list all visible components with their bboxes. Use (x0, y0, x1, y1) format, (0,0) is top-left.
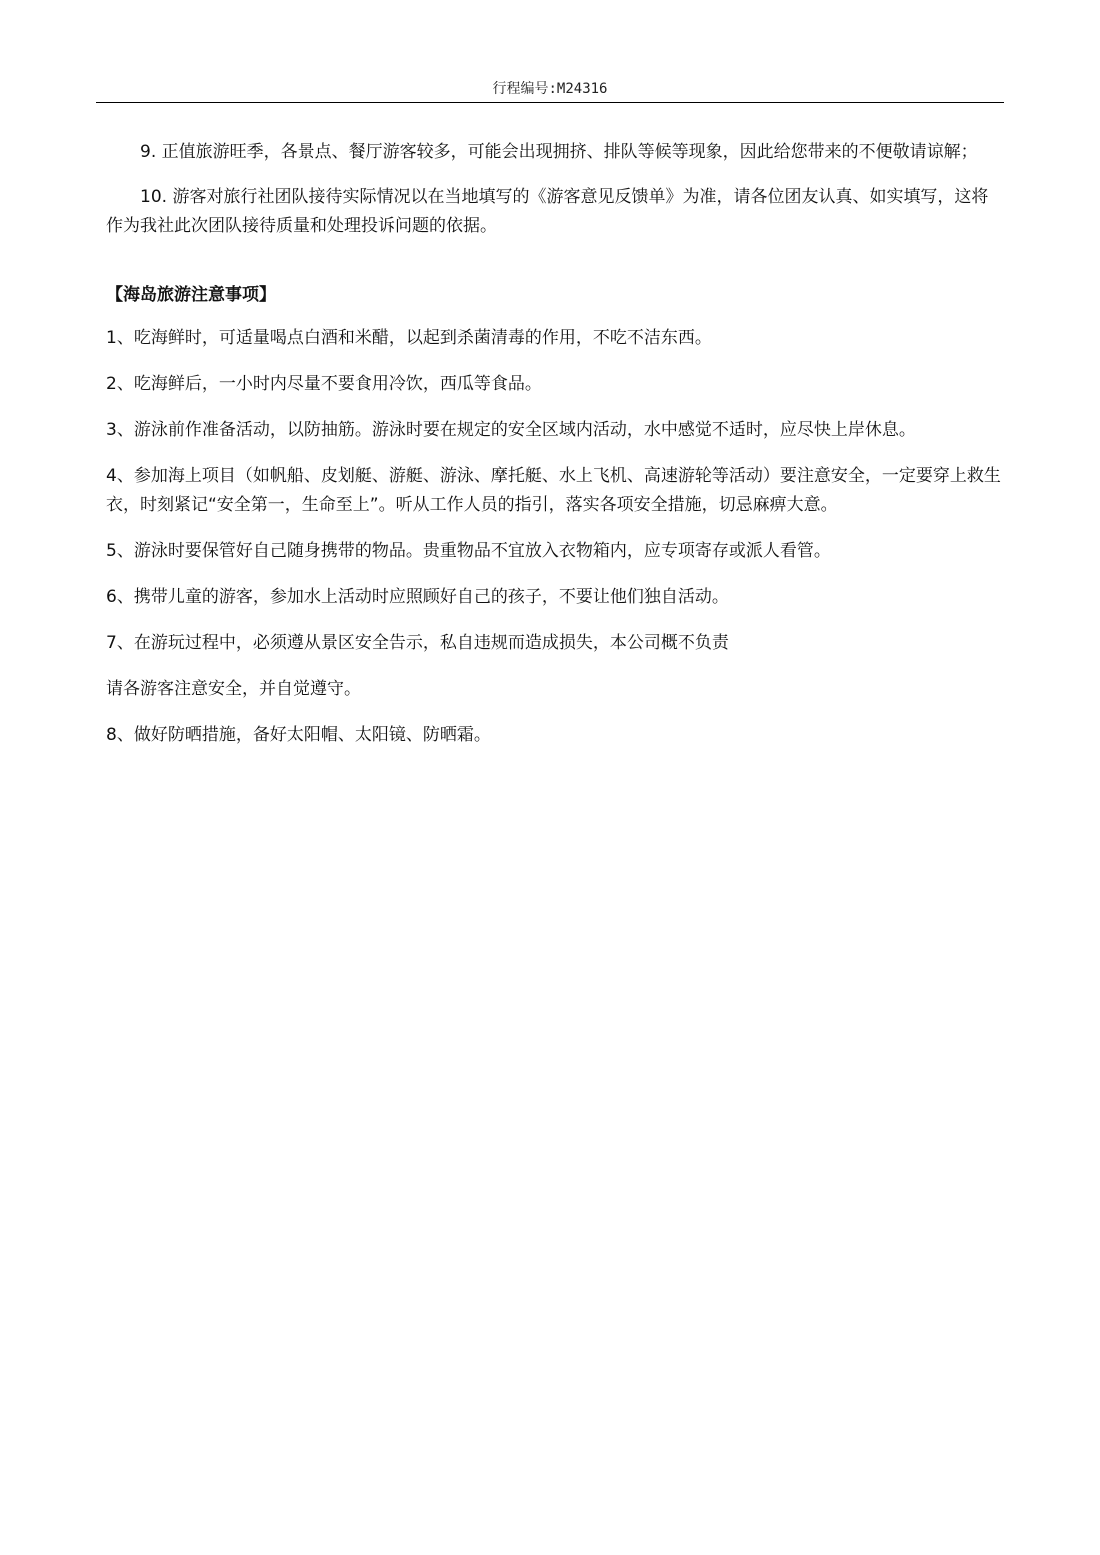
intro-paragraph-10: 10. 游客对旅行社团队接待实际情况以在当地填写的《游客意见反馈单》为准，请各位团友认真、如实填写，这将作为我社此次团队接待质量和处理投诉问题的依据。 (106, 187, 989, 236)
note-item-5: 5、游泳时要保管好自己随身携带的物品。贵重物品不宜放入衣物箱内，应专项寄存或派人看管。 (106, 541, 831, 561)
note-item-7-continued: 请各游客注意安全，并自觉遵守。 (106, 679, 361, 699)
note-item-6: 6、携带儿童的游客，参加水上活动时应照顾好自己的孩子，不要让他们独自活动。 (106, 587, 729, 607)
note-item-7: 7、在游玩过程中，必须遵从景区安全告示，私自违规而造成损失，本公司概不负责 (106, 633, 729, 653)
intro-paragraph-9: 9. 正值旅游旺季，各景点、餐厅游客较多，可能会出现拥挤、排队等候等现象，因此给您带来的不便敬请谅解； (140, 142, 978, 162)
page-header (96, 78, 1004, 103)
note-item-2: 2、吃海鲜后，一小时内尽量不要食用冷饮，西瓜等食品。 (106, 374, 542, 394)
itinerary-number: 行程编号:M24316 (492, 81, 608, 97)
section-title: 【海岛旅游注意事项】 (106, 285, 276, 305)
document-body (106, 138, 1001, 767)
island-travel-notes-section (106, 281, 1001, 750)
note-item-8: 8、做好防晒措施，备好太阳帽、太阳镜、防晒霜。 (106, 725, 491, 745)
note-item-4: 4、参加海上项目（如帆船、皮划艇、游艇、游泳、摩托艇、水上飞机、高速游轮等活动）要注意安全，一定要穿上救生衣，时刻紧记“安全第一，生命至上”。听从工作人员的指引，落实各项安全措施，切忌麻痹大意。 (106, 466, 1001, 515)
note-item-1: 1、吃海鲜时，可适量喝点白酒和米醋，以起到杀菌清毒的作用，不吃不洁东西。 (106, 328, 712, 348)
note-item-3: 3、游泳前作准备活动，以防抽筋。游泳时要在规定的安全区域内活动，水中感觉不适时，应尽快上岸休息。 (106, 420, 916, 440)
